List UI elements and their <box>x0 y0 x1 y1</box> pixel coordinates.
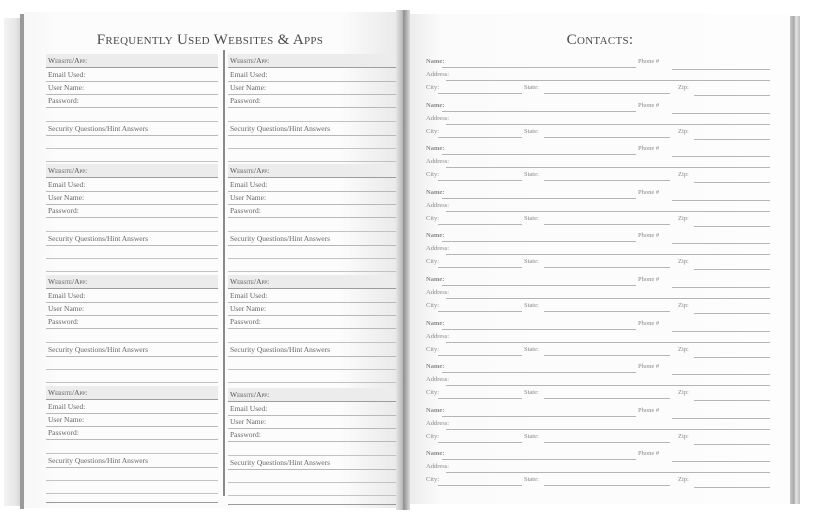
email-used-field[interactable] <box>228 402 400 416</box>
state-input-line[interactable] <box>544 442 670 443</box>
website-app-field[interactable] <box>228 164 400 178</box>
city-input-line[interactable] <box>438 267 522 268</box>
state-label: State: <box>524 214 539 222</box>
blank-line <box>228 218 400 232</box>
address-label: Address: <box>426 419 450 427</box>
name-label: Name: <box>426 363 445 371</box>
city-input-line[interactable] <box>438 224 522 225</box>
email-used-field-label: Email Used: <box>230 291 268 300</box>
security-questions-field[interactable] <box>228 122 400 136</box>
name-input-line[interactable] <box>442 372 636 373</box>
name-input-line[interactable] <box>442 329 636 330</box>
email-used-field-label: Email Used: <box>230 70 268 79</box>
address-label: Address: <box>426 71 450 78</box>
password-field-label: Password: <box>230 206 261 215</box>
phone-label: Phone # <box>638 188 660 196</box>
blank-line <box>228 135 400 149</box>
website-app-field-label: Website/App: <box>230 277 270 286</box>
blank-line <box>228 356 400 370</box>
state-label: State: <box>524 84 539 91</box>
zip-label: Zip: <box>678 127 689 135</box>
name-input-line[interactable] <box>442 459 636 460</box>
block-end-line <box>228 491 400 505</box>
security-questions-field-label: Security Questions/Hint Answers <box>48 456 148 465</box>
email-used-field-label: Email Used: <box>48 291 86 300</box>
website-app-field-label: Website/App: <box>230 390 270 399</box>
security-questions-field[interactable] <box>46 343 218 357</box>
blank-line <box>46 135 218 149</box>
state-label: State: <box>524 476 539 484</box>
zip-input-line[interactable] <box>694 400 770 401</box>
address-input-line[interactable] <box>446 124 770 125</box>
zip-input-line[interactable] <box>694 269 770 270</box>
blank-line <box>46 356 218 370</box>
name-input-line[interactable] <box>442 416 636 417</box>
blank-line <box>228 469 400 483</box>
address-label: Address: <box>426 376 450 384</box>
password-field[interactable] <box>228 204 400 218</box>
password-field[interactable] <box>46 94 218 108</box>
phone-label: Phone # <box>638 406 660 414</box>
address-label: Address: <box>426 289 450 296</box>
city-input-line[interactable] <box>438 137 522 138</box>
name-label: Name: <box>426 58 445 65</box>
user-name-field[interactable] <box>228 191 400 205</box>
user-name-field[interactable] <box>46 413 218 427</box>
password-field-label: Password: <box>48 96 79 105</box>
zip-label: Zip: <box>678 84 689 91</box>
name-label: Name: <box>426 232 445 240</box>
state-input-line[interactable] <box>544 224 670 225</box>
state-label: State: <box>524 389 539 397</box>
website-app-field-label: Website/App: <box>48 166 88 175</box>
city-input-line[interactable] <box>438 442 522 443</box>
blank-line <box>46 245 218 259</box>
state-label: State: <box>524 302 539 309</box>
user-name-field-label: User Name: <box>48 415 85 424</box>
security-questions-field-label: Security Questions/Hint Answers <box>230 458 330 467</box>
password-field[interactable] <box>228 428 400 442</box>
email-used-field[interactable] <box>228 178 400 192</box>
password-field[interactable] <box>46 426 218 440</box>
blank-line <box>228 442 400 456</box>
left-page <box>24 12 396 508</box>
zip-label: Zip: <box>678 476 689 484</box>
zip-label: Zip: <box>678 302 689 309</box>
city-label: City: <box>426 84 440 91</box>
zip-input-line[interactable] <box>694 313 770 314</box>
address-label: Address: <box>426 114 450 122</box>
address-input-line[interactable] <box>446 211 770 212</box>
blank-line <box>228 329 400 343</box>
email-used-field[interactable] <box>46 400 218 414</box>
user-name-field-label: User Name: <box>48 193 85 202</box>
contact-entry <box>426 448 770 492</box>
security-questions-field-label: Security Questions/Hint Answers <box>48 124 148 133</box>
password-field-label: Password: <box>48 428 79 437</box>
address-input-line[interactable] <box>446 429 770 430</box>
website-app-field[interactable] <box>46 275 218 289</box>
name-input-line[interactable] <box>442 241 636 242</box>
user-name-field[interactable] <box>46 81 218 95</box>
password-field[interactable] <box>228 94 400 108</box>
password-field[interactable] <box>46 315 218 329</box>
zip-input-line[interactable] <box>694 182 770 183</box>
security-questions-field-label: Security Questions/Hint Answers <box>230 124 330 133</box>
name-label: Name: <box>426 276 445 283</box>
city-label: City: <box>426 258 440 266</box>
user-name-field[interactable] <box>228 415 400 429</box>
blank-line <box>46 108 218 122</box>
page-title: Frequently Used Websites & Apps <box>96 32 324 48</box>
website-app-field[interactable] <box>46 54 218 68</box>
name-label: Name: <box>426 101 445 109</box>
security-questions-field[interactable] <box>46 454 218 468</box>
blank-line <box>228 245 400 259</box>
password-field[interactable] <box>46 204 218 218</box>
phone-label: Phone # <box>638 101 660 109</box>
website-app-field-label: Website/App: <box>48 277 88 286</box>
name-input-line[interactable] <box>442 111 636 112</box>
state-input-line[interactable] <box>544 355 670 356</box>
name-label: Name: <box>426 450 445 458</box>
right-page <box>410 14 790 504</box>
user-name-field-label: User Name: <box>230 83 267 92</box>
password-field[interactable] <box>228 315 400 329</box>
name-input-line[interactable] <box>442 67 636 68</box>
email-used-field[interactable] <box>46 289 218 303</box>
email-used-field-label: Email Used: <box>48 180 86 189</box>
blank-line <box>46 329 218 343</box>
address-input-line[interactable] <box>446 342 770 343</box>
user-name-field[interactable] <box>228 81 400 95</box>
blank-line <box>46 218 218 232</box>
state-input-line[interactable] <box>544 267 670 268</box>
city-label: City: <box>426 127 440 135</box>
website-app-field[interactable] <box>46 164 218 178</box>
user-name-field-label: User Name: <box>48 304 85 313</box>
address-label: Address: <box>426 201 450 209</box>
address-input-line[interactable] <box>446 385 770 386</box>
zip-label: Zip: <box>678 432 689 440</box>
website-app-field-label: Website/App: <box>230 56 270 65</box>
contact-entry <box>426 143 770 187</box>
name-label: Name: <box>426 145 445 153</box>
security-questions-field-label: Security Questions/Hint Answers <box>230 234 330 243</box>
contact-entry <box>426 405 770 449</box>
website-app-field-label: Website/App: <box>230 166 270 175</box>
name-label: Name: <box>426 188 445 196</box>
city-label: City: <box>426 432 440 440</box>
name-input-line[interactable] <box>442 285 636 286</box>
address-label: Address: <box>426 332 450 340</box>
city-label: City: <box>426 476 440 484</box>
city-label: City: <box>426 214 440 222</box>
blank-line <box>46 467 218 481</box>
phone-label: Phone # <box>638 319 660 327</box>
user-name-field-label: User Name: <box>230 193 267 202</box>
city-input-line[interactable] <box>438 180 522 181</box>
contact-entry <box>426 318 770 362</box>
state-label: State: <box>524 171 539 179</box>
city-label: City: <box>426 345 440 353</box>
address-label: Address: <box>426 463 450 471</box>
state-input-line[interactable] <box>544 137 670 138</box>
zip-input-line[interactable] <box>694 444 770 445</box>
zip-input-line[interactable] <box>694 139 770 140</box>
book-gutter <box>396 10 410 510</box>
contact-entry <box>426 100 770 144</box>
state-label: State: <box>524 345 539 353</box>
email-used-field[interactable] <box>46 178 218 192</box>
zip-label: Zip: <box>678 389 689 397</box>
email-used-field[interactable] <box>228 68 400 82</box>
user-name-field[interactable] <box>46 191 218 205</box>
password-field-label: Password: <box>230 96 261 105</box>
name-label: Name: <box>426 406 445 414</box>
website-app-field-label: Website/App: <box>48 56 88 65</box>
phone-label: Phone # <box>638 232 660 240</box>
security-questions-field-label: Security Questions/Hint Answers <box>48 234 148 243</box>
contact-entry <box>426 56 770 100</box>
address-input-line[interactable] <box>446 167 770 168</box>
state-input-line[interactable] <box>544 93 670 94</box>
zip-input-line[interactable] <box>694 487 770 488</box>
zip-label: Zip: <box>678 258 689 266</box>
phone-label: Phone # <box>638 363 660 371</box>
email-used-field-label: Email Used: <box>230 404 268 413</box>
state-label: State: <box>524 127 539 135</box>
zip-input-line[interactable] <box>694 357 770 358</box>
phone-label: Phone # <box>638 450 660 458</box>
user-name-field[interactable] <box>228 302 400 316</box>
name-input-line[interactable] <box>442 198 636 199</box>
city-input-line[interactable] <box>438 398 522 399</box>
website-app-field[interactable] <box>228 388 400 402</box>
state-input-line[interactable] <box>544 180 670 181</box>
zip-label: Zip: <box>678 345 689 353</box>
address-label: Address: <box>426 158 450 166</box>
email-used-field[interactable] <box>46 68 218 82</box>
contact-entry <box>426 187 770 231</box>
address-label: Address: <box>426 245 450 253</box>
contact-entry <box>426 361 770 405</box>
user-name-field-label: User Name: <box>230 417 267 426</box>
address-input-line[interactable] <box>446 472 770 473</box>
column-divider <box>223 50 225 496</box>
zip-label: Zip: <box>678 214 689 222</box>
state-label: State: <box>524 432 539 440</box>
email-used-field-label: Email Used: <box>48 402 86 411</box>
security-questions-field[interactable] <box>46 232 218 246</box>
page-title: Contacts: <box>566 32 634 48</box>
zip-label: Zip: <box>678 171 689 179</box>
password-field-label: Password: <box>230 430 261 439</box>
right-page-stack-edge <box>790 16 800 504</box>
password-field-label: Password: <box>48 317 79 326</box>
city-label: City: <box>426 302 440 309</box>
name-label: Name: <box>426 319 445 327</box>
email-used-field-label: Email Used: <box>230 180 268 189</box>
zip-input-line[interactable] <box>694 226 770 227</box>
security-questions-field-label: Security Questions/Hint Answers <box>230 345 330 354</box>
user-name-field[interactable] <box>46 302 218 316</box>
blank-line <box>228 108 400 122</box>
name-input-line[interactable] <box>442 154 636 155</box>
security-questions-field[interactable] <box>46 122 218 136</box>
city-label: City: <box>426 389 440 397</box>
state-label: State: <box>524 258 539 266</box>
state-input-line[interactable] <box>544 398 670 399</box>
contact-entry <box>426 230 770 274</box>
state-input-line[interactable] <box>544 311 670 312</box>
city-input-line[interactable] <box>438 355 522 356</box>
email-used-field-label: Email Used: <box>48 70 86 79</box>
contact-entry <box>426 274 770 318</box>
security-questions-field[interactable] <box>228 343 400 357</box>
address-input-line[interactable] <box>446 298 770 299</box>
block-end-line <box>46 489 218 503</box>
city-input-line[interactable] <box>438 311 522 312</box>
password-field-label: Password: <box>48 206 79 215</box>
phone-label: Phone # <box>638 145 660 153</box>
password-field-label: Password: <box>230 317 261 326</box>
website-app-field[interactable] <box>46 386 218 400</box>
address-input-line[interactable] <box>446 80 770 81</box>
user-name-field-label: User Name: <box>48 83 85 92</box>
user-name-field-label: User Name: <box>230 304 267 313</box>
phone-label: Phone # <box>638 58 660 65</box>
address-input-line[interactable] <box>446 254 770 255</box>
security-questions-field[interactable] <box>228 456 400 470</box>
security-questions-field-label: Security Questions/Hint Answers <box>48 345 148 354</box>
city-input-line[interactable] <box>438 485 522 486</box>
state-input-line[interactable] <box>544 485 670 486</box>
website-app-field-label: Website/App: <box>48 388 88 397</box>
website-app-field[interactable] <box>228 54 400 68</box>
phone-label: Phone # <box>638 276 660 283</box>
email-used-field[interactable] <box>228 289 400 303</box>
city-input-line[interactable] <box>438 93 522 94</box>
city-label: City: <box>426 171 440 179</box>
blank-line <box>46 440 218 454</box>
zip-input-line[interactable] <box>694 95 770 96</box>
website-app-field[interactable] <box>228 275 400 289</box>
security-questions-field[interactable] <box>228 232 400 246</box>
